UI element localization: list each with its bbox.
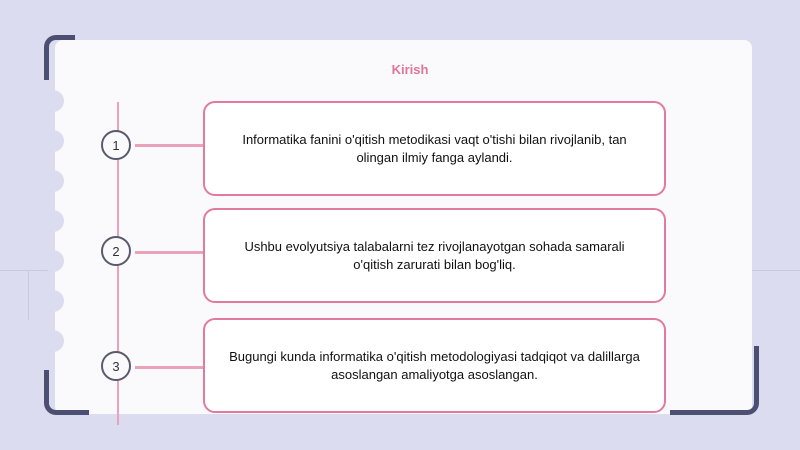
binder-notch <box>42 170 64 192</box>
binder-notch <box>42 210 64 232</box>
step-connector <box>135 144 203 147</box>
step-box <box>203 208 666 303</box>
slide-title: Kirish <box>391 62 429 77</box>
step-text: Informatika fanini o'qitish metodikasi vaqt o'tishi bilan rivojlanib, tan olingan ilmiy fanga aylandi. <box>242 131 627 165</box>
binder-notch <box>42 130 64 152</box>
frame-corner-bottom-left <box>44 370 89 415</box>
step-box <box>203 318 666 413</box>
binder-notch <box>42 290 64 312</box>
binder-notch <box>42 330 64 352</box>
step-text: Bugungi kunda informatika o'qitish metodologiyasi tadqiqot va dalillarga asoslangan amaliyotga asoslangan. <box>229 348 640 382</box>
step-text: Ushbu evolyutsiya talabalarni tez rivojlanayotgan sohada samarali o'qitish zarurati bilan bog'liq. <box>244 238 625 272</box>
step-connector <box>135 366 203 369</box>
step-number-marker: 1 <box>101 130 131 160</box>
frame-corner-bottom-right <box>670 346 759 415</box>
step-number-marker: 2 <box>101 236 131 266</box>
step-number-marker: 3 <box>101 351 131 381</box>
background-line <box>28 270 29 320</box>
binder-notch <box>42 90 64 112</box>
step-box <box>203 101 666 196</box>
step-connector <box>135 251 203 254</box>
binder-notch <box>42 250 64 272</box>
